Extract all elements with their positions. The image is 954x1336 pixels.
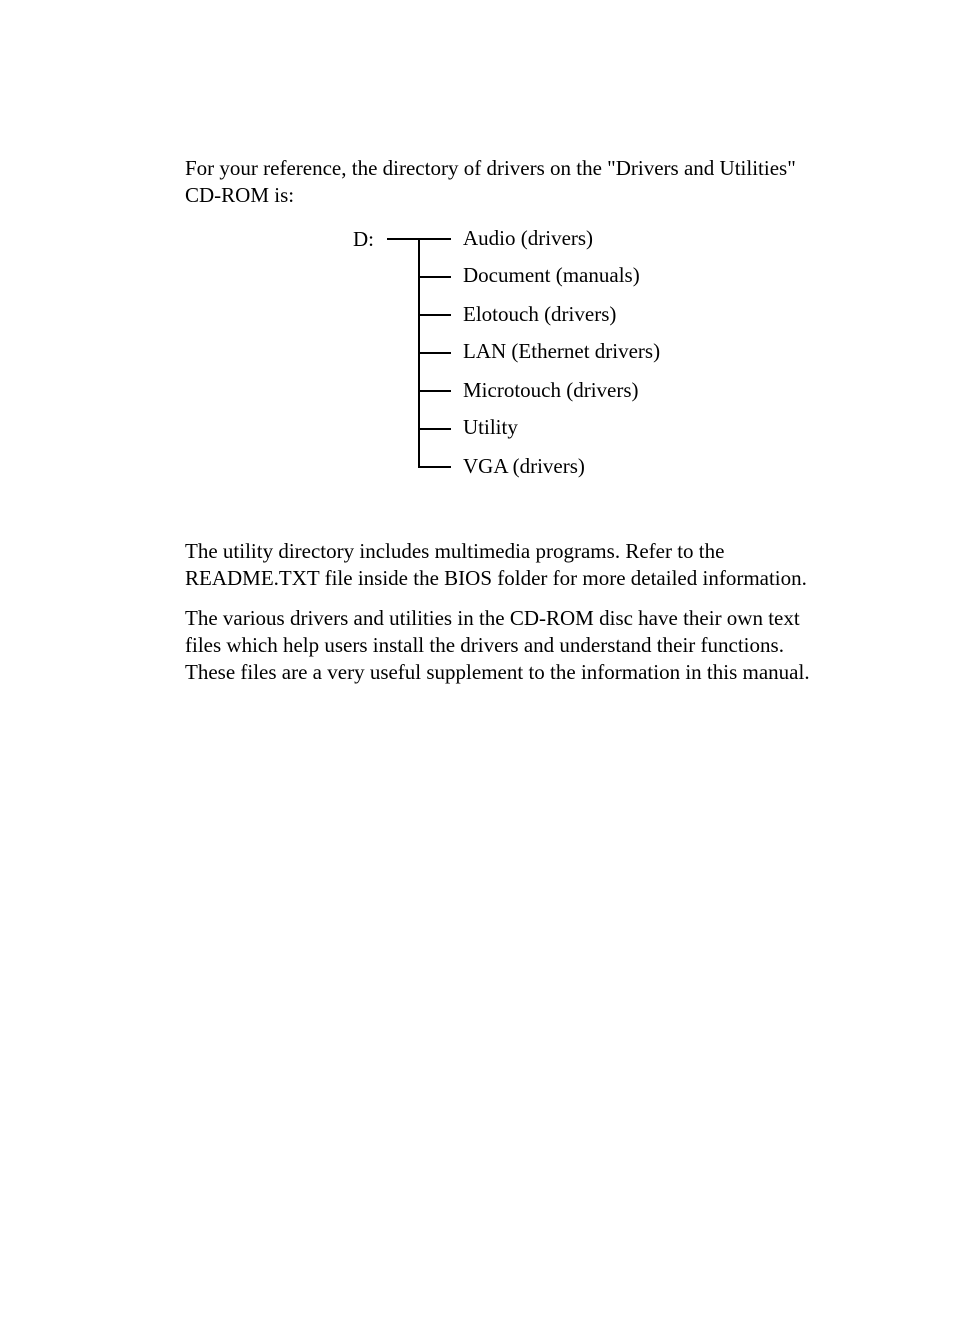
utility-line: The utility directory includes multimedia programs. Refer to the xyxy=(185,539,725,563)
tree-branch-line xyxy=(420,238,451,240)
intro-paragraph xyxy=(185,155,885,209)
tree-item-document: Document (manuals) xyxy=(463,263,640,287)
tree-branch-line xyxy=(420,352,451,354)
tree-item-elotouch: Elotouch (drivers) xyxy=(463,302,617,326)
tree-branch-line xyxy=(420,276,451,278)
tree-item-lan: LAN (Ethernet drivers) xyxy=(463,339,661,363)
tree-item-vga: VGA (drivers) xyxy=(463,454,585,478)
various-line: files which help users install the drivers and understand their functions. xyxy=(185,633,784,657)
utility-line: README.TXT file inside the BIOS folder for more detailed information. xyxy=(185,566,807,590)
tree-branch-line xyxy=(420,466,451,468)
tree-branch-line xyxy=(420,314,451,316)
intro-line: CD-ROM is: xyxy=(185,183,295,207)
tree-root-connector xyxy=(387,238,420,240)
various-paragraph xyxy=(185,605,885,686)
tree-branch-line xyxy=(420,390,451,392)
various-line: These files are a very useful supplement to the information in this manual. xyxy=(185,660,810,684)
various-line: The various drivers and utilities in the CD-ROM disc have their own text xyxy=(185,606,800,630)
utility-paragraph xyxy=(185,538,885,592)
tree-item-audio: Audio (drivers) xyxy=(463,226,594,250)
tree-branch-line xyxy=(420,428,451,430)
tree-root-label: D: xyxy=(353,227,374,251)
intro-line: For your reference, the directory of drivers on the "Drivers and Utilities" xyxy=(185,156,796,180)
tree-item-utility: Utility xyxy=(463,415,518,439)
tree-item-microtouch: Microtouch (drivers) xyxy=(463,378,639,402)
